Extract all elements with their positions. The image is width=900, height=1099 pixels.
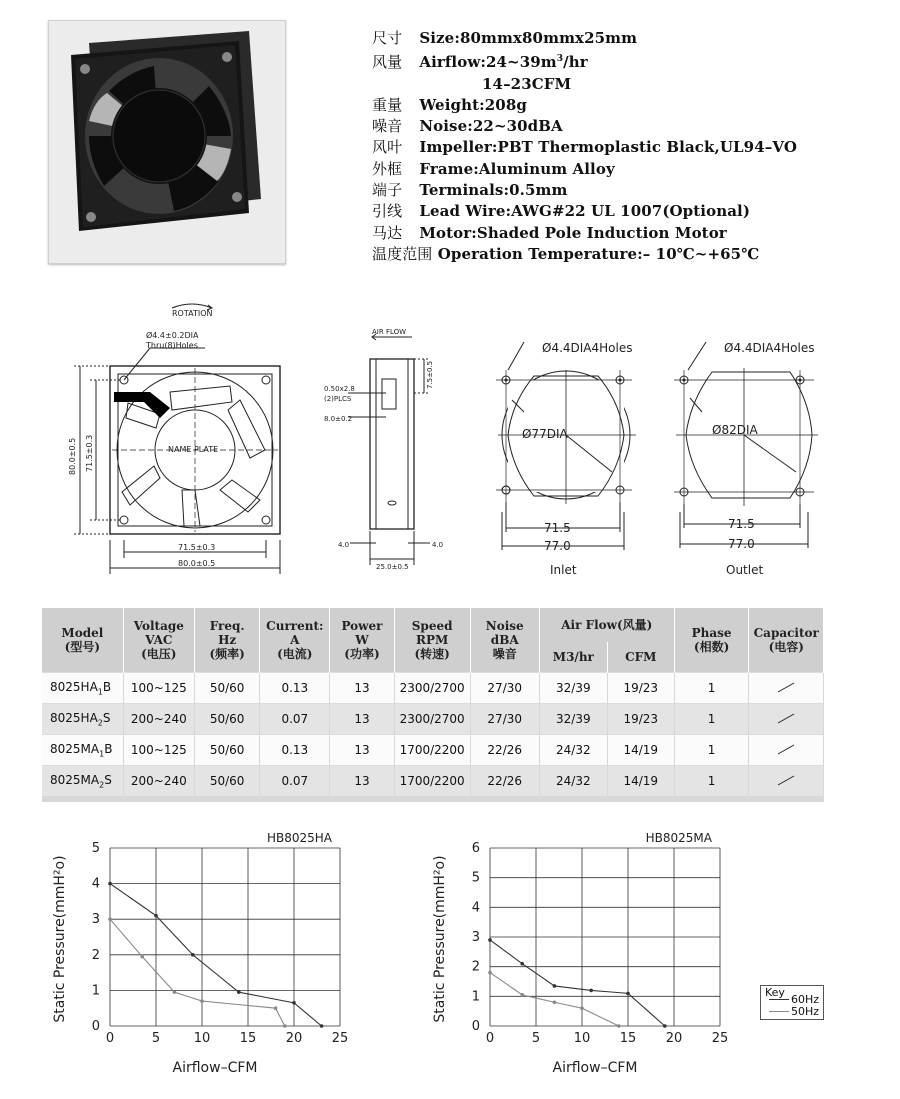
cell-cfm: 14/19: [607, 735, 674, 766]
spec-cn-label: 外框: [372, 159, 403, 178]
cell-phase: 1: [674, 673, 749, 704]
table-row: [42, 766, 824, 800]
cell-m3: 24/32: [539, 735, 607, 766]
cell-m3: 24/32: [539, 766, 607, 800]
model-code: 8025MA: [50, 772, 100, 787]
series-point-60Hz: [488, 938, 492, 942]
spec-cn-label: 温度范围: [372, 244, 433, 263]
model-code: 8025MA: [50, 741, 100, 756]
model-sub: 2: [99, 780, 105, 790]
col-airflow-cfm: CFM: [607, 642, 674, 673]
cell-power: 13: [330, 673, 394, 704]
col-phase: Phase (相数): [674, 608, 749, 673]
front-view-drawing: [60, 300, 300, 580]
spec-value: Impeller:PBT Thermoplastic Black,UL94–VO: [419, 138, 797, 157]
series-line-50Hz: [490, 973, 619, 1026]
col-voltage: Voltage VAC (电压): [123, 608, 194, 673]
x-tick-label: 0: [485, 1031, 495, 1046]
dim-left: 4.0: [338, 541, 350, 549]
inlet-holes-note: Ø4.4DIA4Holes: [542, 341, 633, 355]
model-suffix: B: [104, 741, 113, 756]
y-tick-label: 3: [91, 912, 100, 928]
col-speed: Speed RPM (转速): [394, 608, 470, 673]
series-point-50Hz: [580, 1006, 584, 1010]
cell-cfm: 14/19: [607, 766, 674, 800]
key-line-60hz: [769, 999, 789, 1000]
x-tick-label: 10: [573, 1031, 591, 1046]
cell-freq: 50/60: [194, 704, 259, 735]
spec-value: Terminals:0.5mm: [419, 181, 568, 200]
cell-voltage: 200~240: [123, 766, 194, 800]
cell-capacitor: [749, 673, 824, 704]
model-code: 8025HA: [50, 710, 98, 725]
cell-model: [42, 704, 123, 735]
cell-current: 0.07: [260, 766, 330, 800]
series-point-60Hz: [553, 984, 557, 988]
cell-phase: 1: [674, 704, 749, 735]
y-tick-label: 4: [471, 900, 480, 916]
series-point-60Hz: [663, 1024, 667, 1028]
spec-row: [372, 49, 892, 73]
model-code: 8025HA: [50, 679, 98, 694]
y-tick-label: 5: [471, 870, 480, 886]
cell-model: [42, 673, 123, 704]
spec-list: [372, 28, 892, 265]
rotation-label: ROTATION: [172, 309, 213, 318]
x-tick-label: 5: [151, 1031, 161, 1046]
outlet-dim-outer: 77.0: [728, 537, 755, 551]
spec-value: Frame:Aluminum Alloy: [419, 159, 615, 178]
inlet-dim-outer: 77.0: [544, 539, 571, 553]
y-axis-label: Static Pressure(mmH²o): [52, 855, 68, 1023]
terminal-note-2: (2)PLCS: [324, 395, 352, 403]
series-point-60Hz: [520, 962, 524, 966]
outlet-dim-inner: 71.5: [728, 517, 755, 531]
x-tick-label: 15: [619, 1031, 637, 1046]
spec-value: Operation Temperature:– 10℃~+65℃: [437, 244, 760, 263]
cell-m3: 32/39: [539, 704, 607, 735]
spec-row: [372, 159, 892, 180]
series-point-50Hz: [200, 999, 204, 1003]
spec-table: [42, 608, 824, 802]
cell-freq: 50/60: [194, 673, 259, 704]
chart-key: [760, 985, 824, 1020]
col-model: Model (型号): [42, 608, 123, 673]
x-tick-label: 25: [331, 1031, 349, 1046]
spec-row: [372, 95, 892, 116]
table-row: [42, 735, 824, 766]
cell-capacitor: [749, 704, 824, 735]
series-point-50Hz: [274, 1006, 278, 1010]
spec-row: [372, 201, 892, 222]
cell-cfm: 19/23: [607, 704, 674, 735]
spec-value: 14–23CFM: [482, 74, 572, 93]
outlet-drawing: [672, 332, 822, 582]
dim-right: 4.0: [432, 541, 444, 549]
series-point-60Hz: [589, 989, 593, 993]
series-point-60Hz: [237, 990, 241, 994]
cell-noise: 22/26: [470, 735, 539, 766]
x-tick-label: 10: [193, 1031, 211, 1046]
spec-value: Noise:22~30dBA: [419, 117, 563, 136]
spec-row: [372, 180, 892, 201]
cell-speed: 1700/2200: [394, 735, 470, 766]
series-line-60Hz: [490, 940, 665, 1026]
cell-voltage: 100~125: [123, 735, 194, 766]
y-tick-label: 0: [91, 1019, 100, 1034]
x-tick-label: 20: [665, 1031, 683, 1046]
spec-cn-label: 风叶: [372, 138, 403, 157]
cell-model: [42, 766, 123, 800]
cell-phase: 1: [674, 735, 749, 766]
series-point-50Hz: [520, 993, 524, 997]
cell-noise: 22/26: [470, 766, 539, 800]
spec-cn-label: 端子: [372, 181, 403, 200]
cell-voltage: 200~240: [123, 704, 194, 735]
x-axis-label: Airflow–CFM: [552, 1060, 638, 1076]
dim-width-outer: 80.0±0.5: [178, 559, 216, 568]
cell-noise: 27/30: [470, 673, 539, 704]
spec-cn-label: 噪音: [372, 117, 403, 136]
y-tick-label: 0: [471, 1019, 480, 1034]
inlet-caption: Inlet: [550, 563, 577, 577]
inlet-diameter: Ø77DIA: [522, 427, 568, 441]
cell-cfm: 19/23: [607, 673, 674, 704]
capacitor-slash-icon: [776, 774, 796, 786]
series-point-60Hz: [154, 914, 158, 918]
cell-speed: 1700/2200: [394, 766, 470, 800]
series-point-50Hz: [283, 1024, 287, 1028]
spec-row: [372, 28, 892, 49]
spec-value-after: /hr: [563, 53, 588, 72]
col-noise: Noise dBA 噪音: [470, 608, 539, 673]
capacitor-slash-icon: [776, 712, 796, 724]
y-tick-label: 2: [471, 959, 480, 975]
col-airflow: Air Flow(风量): [539, 608, 674, 642]
cell-phase: 1: [674, 766, 749, 800]
y-tick-label: 2: [91, 947, 100, 963]
cell-freq: 50/60: [194, 735, 259, 766]
product-photo: [48, 20, 286, 264]
series-point-60Hz: [108, 882, 112, 886]
dim-terminal: 8.0±0.2: [324, 415, 353, 423]
col-freq: Freq. Hz (频率): [194, 608, 259, 673]
chart-hb8025ha: [40, 818, 370, 1078]
dim-depth: 25.0±0.5: [376, 563, 409, 571]
model-suffix: B: [102, 679, 112, 694]
key-label-60hz: 60Hz: [791, 993, 820, 1006]
cell-current: 0.13: [260, 673, 330, 704]
table-row: [42, 673, 824, 704]
cell-power: 13: [330, 735, 394, 766]
cell-voltage: 100~125: [123, 673, 194, 704]
dim-top: 7.5±0.5: [426, 360, 434, 389]
cell-current: 0.13: [260, 735, 330, 766]
x-tick-label: 0: [105, 1031, 115, 1046]
spec-value: Lead Wire:AWG#22 UL 1007(Optional): [419, 202, 751, 221]
x-tick-label: 5: [531, 1031, 541, 1046]
outlet-holes-note: Ø4.4DIA4Holes: [724, 341, 815, 355]
spec-cn-label: 引线: [372, 202, 403, 221]
outlet-caption: Outlet: [726, 563, 764, 577]
spec-value: Airflow:24~39m: [419, 53, 557, 72]
cell-speed: 2300/2700: [394, 673, 470, 704]
col-capacitor: Capacitor (电容): [749, 608, 824, 673]
chart-title: HB8025MA: [645, 831, 712, 845]
series-point-60Hz: [626, 992, 630, 996]
spec-value: Size:80mmx80mmx25mm: [419, 29, 638, 47]
spec-cn-label: 尺寸: [372, 29, 403, 47]
fan-illustration: [49, 21, 285, 263]
capacitor-slash-icon: [776, 681, 796, 693]
x-tick-label: 25: [711, 1031, 729, 1046]
series-point-50Hz: [488, 971, 492, 975]
series-point-50Hz: [617, 1024, 621, 1028]
series-point-60Hz: [320, 1024, 324, 1028]
y-tick-label: 5: [91, 841, 100, 856]
spec-row: [372, 74, 892, 95]
model-suffix: S: [102, 710, 111, 725]
spec-row: [372, 244, 892, 265]
chart-title: HB8025HA: [266, 831, 332, 845]
outlet-diameter: Ø82DIA: [712, 423, 758, 437]
model-suffix: S: [104, 772, 112, 787]
y-tick-label: 6: [471, 841, 480, 856]
hole-note-2: Thru(8)Holes: [146, 341, 198, 350]
cell-noise: 27/30: [470, 704, 539, 735]
cell-freq: 50/60: [194, 766, 259, 800]
cell-power: 13: [330, 704, 394, 735]
series-point-50Hz: [173, 990, 177, 994]
series-point-60Hz: [191, 953, 195, 957]
inlet-drawing: [490, 332, 640, 582]
nameplate-label: NAME PLATE: [168, 445, 219, 454]
x-tick-label: 20: [285, 1031, 303, 1046]
series-point-50Hz: [108, 917, 112, 921]
y-tick-label: 4: [91, 876, 100, 892]
spec-cn-label: 马达: [372, 223, 403, 242]
model-sub: 2: [97, 718, 103, 728]
y-tick-label: 1: [471, 989, 480, 1005]
cell-current: 0.07: [260, 704, 330, 735]
y-axis-label: Static Pressure(mmH²o): [432, 855, 448, 1023]
model-sub: 1: [99, 749, 105, 759]
col-power: Power W (功率): [330, 608, 394, 673]
side-view-drawing: [320, 325, 460, 575]
col-airflow-m3: M3/hr: [539, 642, 607, 673]
cell-capacitor: [749, 766, 824, 800]
spec-cn-label: 风量: [372, 53, 403, 72]
series-line-50Hz: [110, 919, 285, 1026]
key-label-50hz: 50Hz: [791, 1005, 820, 1018]
dim-height-outer: 80.0±0.5: [68, 437, 77, 475]
spec-row: [372, 116, 892, 137]
dim-height-inner: 71.5±0.3: [85, 434, 94, 472]
x-axis-label: Airflow–CFM: [172, 1060, 258, 1076]
spec-value: Weight:208g: [419, 95, 527, 114]
cell-speed: 2300/2700: [394, 704, 470, 735]
airflow-label: AIR FLOW: [372, 328, 407, 336]
y-tick-label: 3: [471, 930, 480, 945]
cell-power: 13: [330, 766, 394, 800]
hole-note-1: Ø4.4±0.2DIA: [146, 331, 199, 340]
series-point-50Hz: [140, 955, 144, 959]
key-title: Key: [765, 986, 785, 999]
chart-hb8025ma: [420, 818, 750, 1078]
cell-capacitor: [749, 735, 824, 766]
spec-sup: 3: [556, 54, 564, 65]
capacitor-slash-icon: [776, 743, 796, 755]
spec-row: [372, 223, 892, 244]
cell-model: [42, 735, 123, 766]
table-row: [42, 704, 824, 735]
model-sub: 1: [97, 687, 103, 697]
cell-m3: 32/39: [539, 673, 607, 704]
y-tick-label: 1: [91, 983, 100, 999]
spec-cn-label: 重量: [372, 95, 403, 114]
inlet-dim-inner: 71.5: [544, 521, 571, 535]
x-tick-label: 15: [239, 1031, 257, 1046]
col-current: Current: A (电流): [260, 608, 330, 673]
dim-width-inner: 71.5±0.3: [178, 543, 216, 552]
spec-value: Motor:Shaded Pole Induction Motor: [419, 223, 727, 242]
key-line-50hz: [769, 1011, 789, 1012]
spec-row: [372, 137, 892, 158]
series-point-50Hz: [553, 1000, 557, 1004]
terminal-note-1: 0.50x2.8: [324, 385, 355, 393]
series-point-60Hz: [292, 1001, 296, 1005]
